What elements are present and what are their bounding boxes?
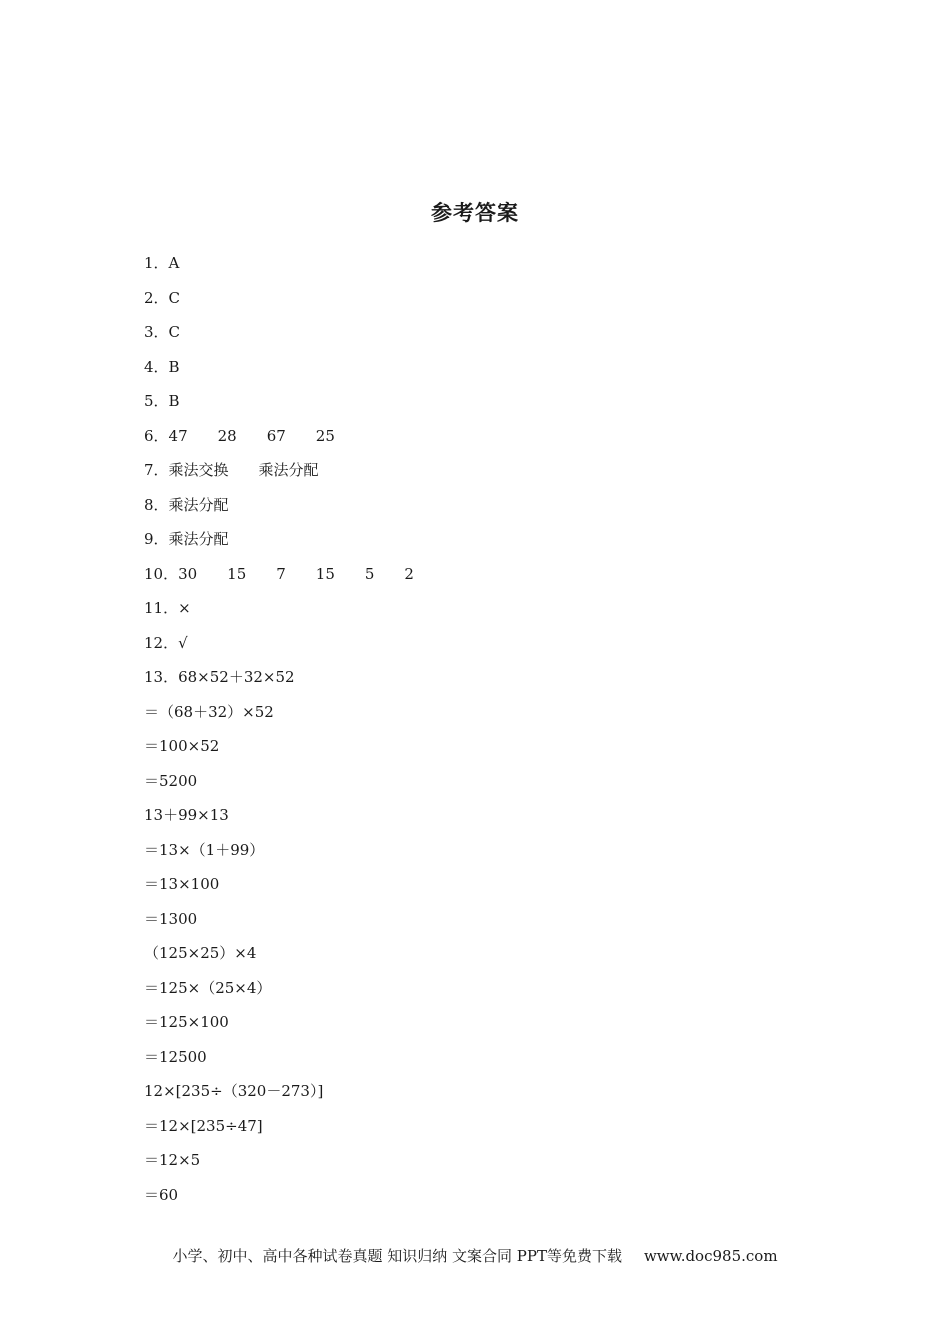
answer-line: ＝12500 — [144, 1047, 207, 1066]
answer-line: 1．A — [144, 254, 180, 272]
answer-line: ＝1300 — [144, 909, 198, 928]
answer-line: 6．47 28 67 25 — [144, 426, 335, 445]
answer-line: ＝60 — [144, 1185, 179, 1204]
answer-line: ＝13×100 — [144, 875, 220, 893]
answer-line: 9．乘法分配 — [144, 530, 229, 548]
answer-line: （125×25）×4 — [144, 944, 257, 962]
answer-line: ＝100×52 — [144, 737, 220, 755]
footer-site: www.doc985.com — [643, 1247, 778, 1265]
answer-line: ＝12×5 — [144, 1151, 201, 1169]
answer-line: ＝12×[235÷47] — [144, 1116, 263, 1135]
answer-line: 12×[235÷（320－273）] — [144, 1082, 324, 1100]
answer-line: ＝（68＋32）×52 — [144, 702, 274, 721]
page-footer — [0, 1244, 950, 1268]
footer-text: 小学、初中、高中各种试卷真题 知识归纳 文案合同 PPT等免费下载 — [172, 1247, 622, 1265]
answer-line: 13＋99×13 — [144, 806, 229, 824]
answer-line: ＝125×（25×4） — [144, 978, 272, 997]
answer-line: 4．B — [144, 357, 180, 376]
answer-line: 8．乘法分配 — [144, 495, 229, 514]
answer-line: 7．乘法交换 乘法分配 — [144, 461, 319, 479]
page-title: 参考答案 — [431, 201, 519, 225]
answer-line: 12．√ — [144, 633, 188, 652]
answer-line: 3．C — [144, 323, 181, 341]
answer-line: 11．× — [144, 599, 191, 617]
answer-list — [144, 250, 414, 1216]
answer-line: ＝125×100 — [144, 1013, 229, 1031]
answer-line: 5．B — [144, 392, 180, 410]
answer-line: ＝5200 — [144, 771, 198, 790]
answer-line: 2．C — [144, 288, 181, 307]
answer-line: 10．30 15 7 15 5 2 — [144, 564, 414, 583]
answer-line: 13．68×52＋32×52 — [144, 668, 295, 686]
answer-line: ＝13×（1＋99） — [144, 840, 265, 859]
